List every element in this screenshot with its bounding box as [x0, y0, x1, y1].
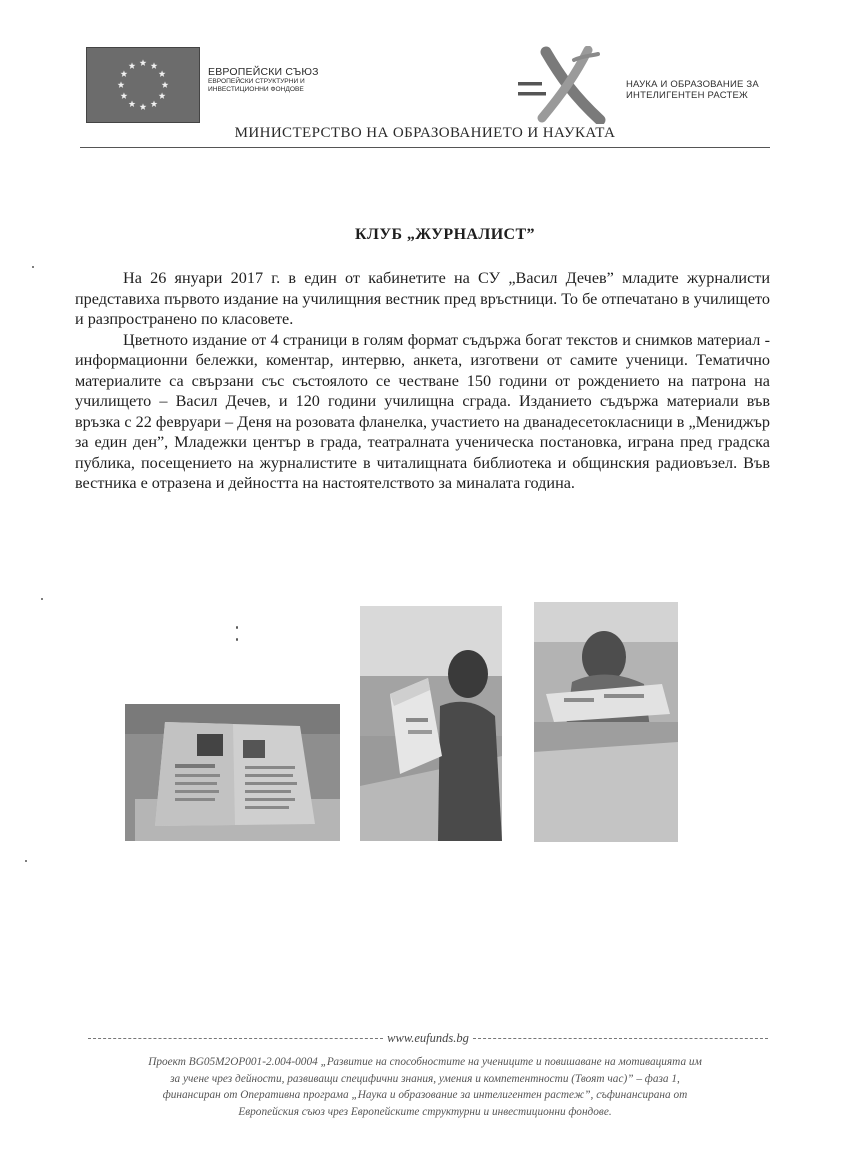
eu-subtitle: ЕВРОПЕЙСКИ СТРУКТУРНИ И ИНВЕСТИЦИОННИ ФОНДОВЕ: [208, 78, 305, 93]
eu-flag-logo: [86, 47, 200, 123]
footer-line: за учене чрез дейности, развиващи специфични знания, умения и компетентности (Твоят час)” – фаза 1,: [170, 1072, 680, 1085]
science-education-logo-icon: [516, 46, 616, 124]
footer-divider: [88, 1031, 768, 1045]
program-line-2: ИНТЕЛИГЕНТЕН РАСТЕЖ: [626, 90, 748, 101]
program-line-1: НАУКА И ОБРАЗОВАНИЕ ЗА: [626, 79, 759, 90]
program-logo-text: [626, 79, 759, 101]
paragraph: Цветното издание от 4 страници в голям формат съдържа богат текстов и снимков материал - информационни бележки, коментар, интервю, анкета, изготвени от самите ученици. Тематично материалите са свързани със състоялото се честване 150 години от рождението на патрона на училището – Васил Дечев, и 120 години училищна сграда. Изданието съдържа материали във връзка с 22 февруари – Деня на розовата фланелка, участието на дванадесетокласници в „Мениджър за един ден”, Младежки център в града, театралната ученическа постановка, играна пред градска публика, посещението на журналистите в читалищната библиотека и общинския радиовъзел. Във вестника е отразена и дейността на настоятелството за миналата година.: [75, 330, 770, 492]
ministry-heading: МИНИСТЕРСТВО НА ОБРАЗОВАНИЕТО И НАУКАТА: [234, 125, 616, 141]
eu-stars-icon: [87, 48, 199, 122]
student-reading-photo: [360, 606, 502, 841]
article-title: КЛУБ „ЖУРНАЛИСТ”: [355, 226, 535, 243]
article-body: [75, 268, 770, 494]
newspaper-photo: [125, 704, 340, 841]
project-footer: [70, 1054, 780, 1120]
eu-title: ЕВРОПЕЙСКИ СЪЮЗ: [208, 66, 319, 78]
header-divider: [80, 147, 770, 148]
footer-line: финансиран от Оперативна програма „Наука и образование за интелигентен растеж”, съфинансирана от: [162, 1089, 688, 1102]
footer-line: Проект BG05M2OP001-2.004-0004 „Развитие на способностите на учениците и повишаване на мотивацията им: [148, 1056, 702, 1068]
website-link[interactable]: www.eufunds.bg: [387, 1030, 469, 1045]
paragraph: На 26 януари 2017 г. в един от кабинетите на СУ „Васил Дечев” младите журналисти представиха първото издание на училищния вестник пред връстници. То бе отпечатано в училището и разпространено по класовете.: [75, 269, 770, 328]
student-at-desk-photo: [534, 602, 678, 842]
eu-logo-text: [208, 66, 328, 94]
footer-line: Европейския съюз чрез Европейските структурни и инвестиционни фондове.: [238, 1105, 612, 1118]
